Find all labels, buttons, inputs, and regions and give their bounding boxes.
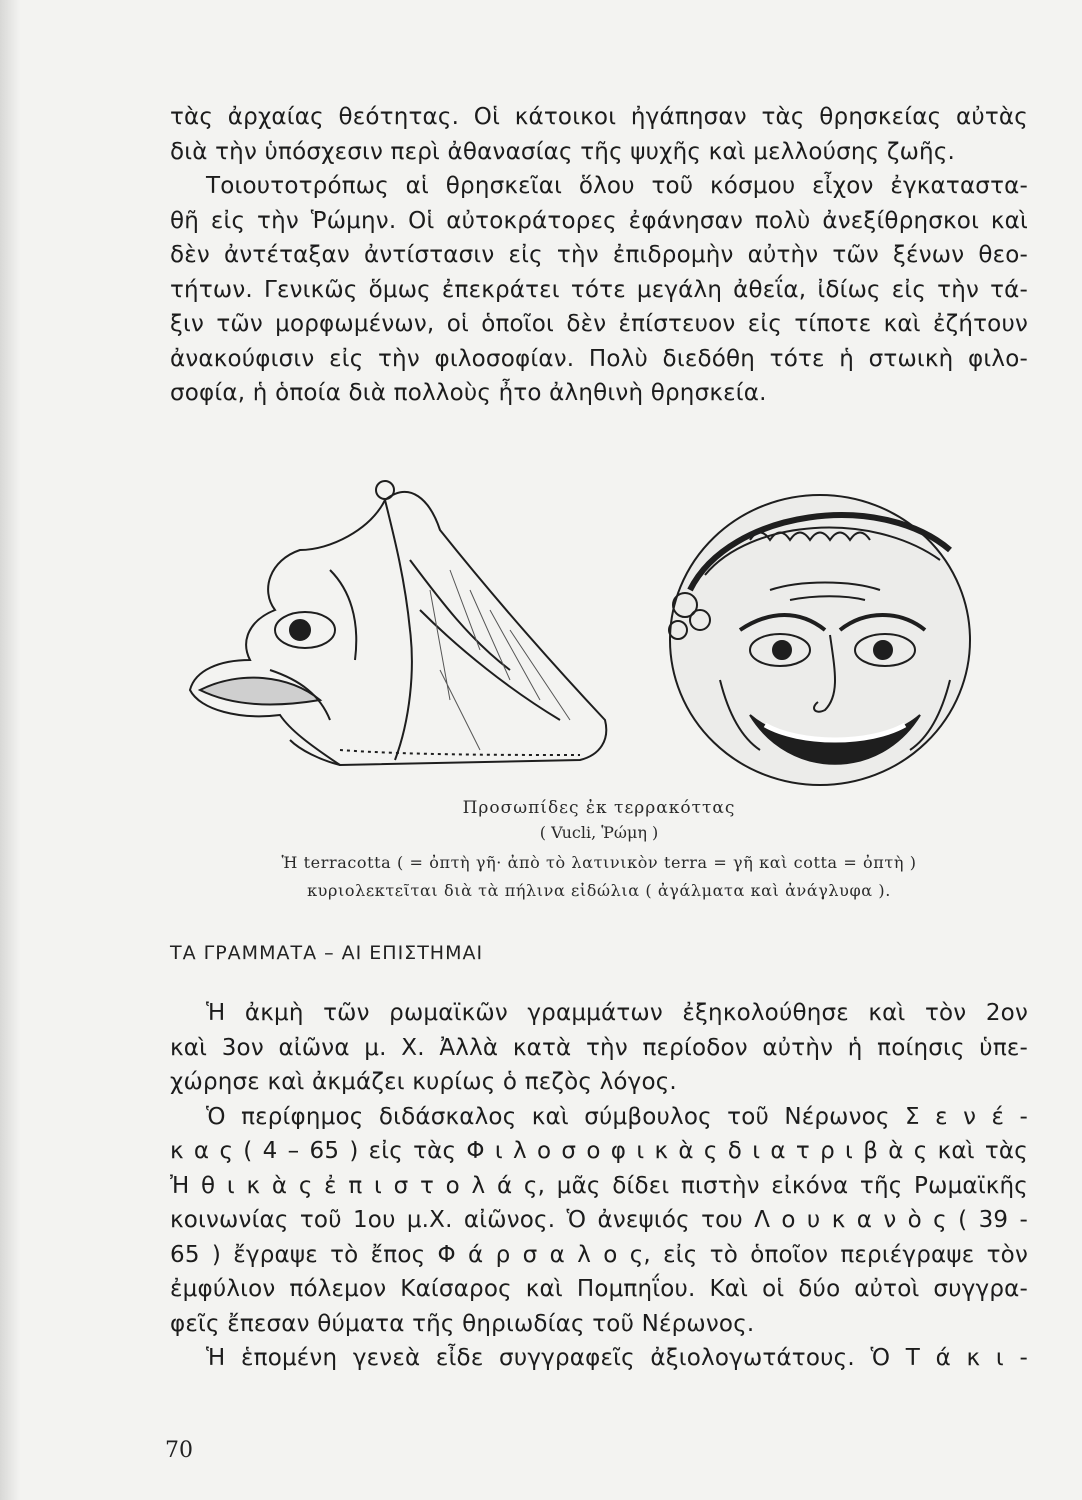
text-line: Ὁ περίφημος διδάσκαλος καὶ σύμβουλος τοῦ Νέρωνος Σ ε ν έ -	[206, 1103, 1028, 1130]
text-line: τὰς ἀρχαίας θεότητας. Οἱ κάτοικοι ἠγάπησαν τὰς θρησκείας αὐτὰς	[170, 104, 1028, 130]
text-line: δὲν ἀντέταξαν ἀντίστασιν εἰς τὴν ἐπιδρομὴν αὐτὴν τῶν ξένων θεο-	[170, 242, 1028, 268]
text-line: Τοιουτοτρόπως αἱ θρησκεῖαι ὅλου τοῦ κόσμου εἶχον ἐγκαταστα-	[206, 173, 1028, 199]
figure-note-line-2: κυριολεκτεῖται διὰ τὰ πήλινα εἰδώλια ( ἀγάλματα καὶ ἀνάγλυφα ).	[307, 881, 891, 900]
figure-note-line-1: Ἡ terracotta ( = ὀπτὴ γῆ· ἀπὸ τὸ λατινικὸν terra = γῆ καὶ cotta = ὀπτὴ )	[281, 853, 917, 872]
text-line: κοινωνίας τοῦ 1ου μ.Χ. αἰῶνος. Ὁ ἀνεψιός του Λ ο υ κ α ν ὸ ς ( 39 -	[170, 1207, 1028, 1233]
top-text-block	[170, 100, 1028, 411]
terracotta-masks-figure	[170, 470, 1028, 800]
section-heading: ΤΑ ΓΡΑΜΜΑΤΑ – ΑΙ ΕΠΙΣΤΗΜΑΙ	[170, 942, 484, 964]
text-line: διὰ τὴν ὑπόσχεσιν περὶ ἀθανασίας τῆς ψυχῆς καὶ μελλούσης ζωῆς.	[170, 138, 956, 165]
figure-caption-title: Προσωπίδες ἐκ τερρακόττας	[462, 798, 736, 818]
text-line: χώρησε καὶ ἀκμάζει κυρίως ὁ πεζὸς λόγος.	[170, 1069, 677, 1095]
text-line: θῆ εἰς τὴν Ῥώμην. Οἱ αὐτοκράτορες ἐφάνησαν πολὺ ἀνεξίθρησκοι καὶ	[170, 207, 1028, 234]
text-line: ἐμφύλιον πόλεμον Καίσαρος καὶ Πομπηΐου. Καὶ οἱ δύο αὐτοὶ συγγρα-	[170, 1276, 1028, 1302]
text-line: κ α ς ( 4 – 65 ) εἰς τὰς Φ ι λ ο σ ο φ ι κ ὰ ς δ ι α τ ρ ι β ὰ ς καὶ τὰς	[170, 1138, 1028, 1164]
text-line: ἀνακούφισιν εἰς τὴν φιλοσοφίαν. Πολὺ διεδόθη τότε ἡ στωικὴ φιλο-	[170, 345, 1028, 372]
text-line: Ἡ ἀκμὴ τῶν ρωμαϊκῶν γραμμάτων ἐξηκολούθησε καὶ τὸν 2ον	[206, 1000, 1028, 1026]
text-line: ξιν τῶν μορφωμένων, οἱ ὁποῖοι δὲν ἐπίστευον εἰς τίποτε καὶ ἐζήτουν	[170, 311, 1028, 337]
text-line: σοφία, ἡ ὁποία διὰ πολλοὺς ἦτο ἀληθινὴ θρησκεία.	[170, 380, 767, 406]
text-line: Ἡ ἑπομένη γενεὰ εἶδε συγγραφεῖς ἀξιολογωτάτους. Ὁ Τ ά κ ι -	[206, 1345, 1028, 1371]
bottom-text-block	[170, 996, 1028, 1376]
page-number: 70	[165, 1438, 193, 1463]
text-line: τήτων. Γενικῶς ὅμως ἐπεκράτει τότε μεγάλη ἀθεΐα, ἰδίως εἰς τὴν τά-	[170, 276, 1028, 303]
page-edge-shadow	[0, 0, 20, 1500]
front-mask-illustration	[650, 480, 980, 790]
figure-caption-source: ( Vucli, Ῥώμη )	[539, 823, 659, 842]
text-line: 65 ) ἔγραψε τὸ ἔπος Φ ά ρ σ α λ ο ς, εἰς τὸ ὁποῖον περιέγραψε τὸν	[170, 1241, 1028, 1268]
text-line: Ἠ θ ι κ ὰ ς ἐ π ι σ τ ο λ ά ς, μᾶς δίδει πιστὴν εἰκόνα τῆς Ρωμαϊκῆς	[170, 1172, 1028, 1199]
side-mask-illustration	[180, 470, 620, 800]
text-line: καὶ 3ον αἰῶνα μ. Χ. Ἀλλὰ κατὰ τὴν περίοδον αὐτὴν ἡ ποίησις ὑπε-	[170, 1034, 1028, 1061]
text-line: φεῖς ἔπεσαν θύματα τῆς θηριωδίας τοῦ Νέρωνος.	[170, 1310, 755, 1337]
